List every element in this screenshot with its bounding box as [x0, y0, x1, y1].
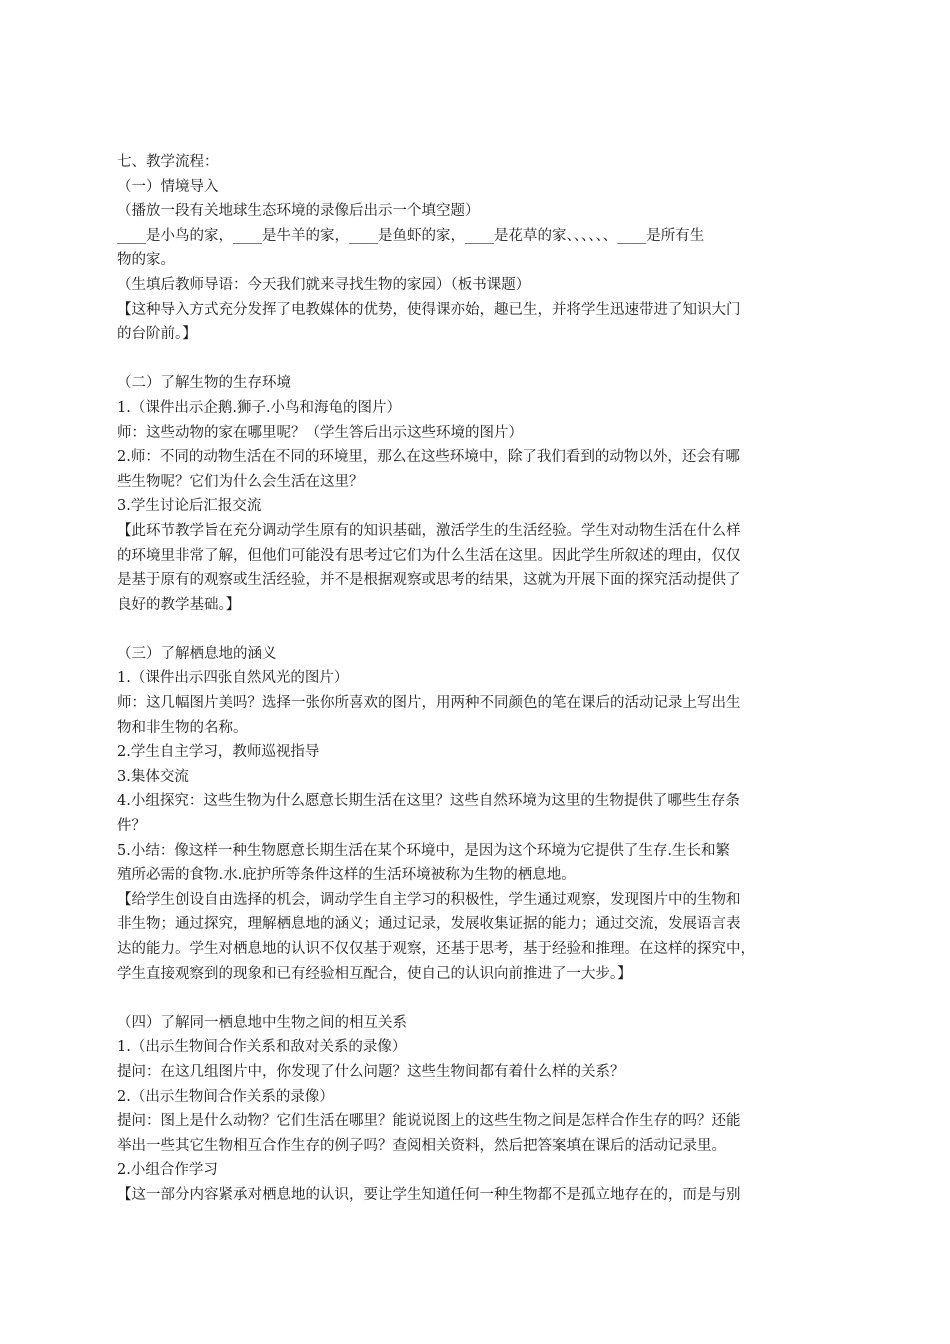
paragraph-line: 件？: [117, 818, 146, 835]
commentary-line: 非生物；通过探究，理解栖息地的涵义；通过记录，发展收集证据的能力；通过交流，发展语言表: [117, 916, 741, 933]
subsection-heading: （二）了解生物的生存环境: [117, 375, 291, 392]
section-species-relations: [117, 1011, 837, 1208]
paragraph-line: 1.（课件出示四张自然风光的图片）: [117, 670, 349, 687]
paragraph-line: 师：这几幅图片美吗？选择一张你所喜欢的图片，用两种不同颜色的笔在课后的活动记录上写出生: [117, 695, 741, 712]
commentary-line: 【此环节教学旨在充分调动学生原有的知识基础，激活学生的生活经验。学生对动物生活在什么样: [117, 522, 741, 539]
paragraph-line: 物和非生物的名称。: [117, 719, 248, 736]
spacer: [117, 986, 837, 1011]
paragraph-line: 2.学生自主学习，教师巡视指导: [117, 744, 320, 761]
paragraph-line: 提问：图上是什么动物？它们生活在哪里？能说说图上的这些生物之间是怎样合作生存的吗？还能: [117, 1113, 741, 1130]
paragraph-line: 物的家。: [117, 252, 175, 269]
paragraph-line: 3.学生讨论后汇报交流: [117, 498, 262, 515]
commentary-line: 的环境里非常了解，但他们可能没有思考过它们为什么生活在这里。因此学生所叙述的理由，仅仅: [117, 547, 741, 564]
spacer: [117, 617, 837, 642]
commentary-line: 【这一部分内容紧承对栖息地的认识，要让学生知道任何一种生物都不是孤立地存在的，而是与别: [117, 1186, 741, 1203]
paragraph-line: 2.师：不同的动物生活在不同的环境里，那么在这些环境中，除了我们看到的动物以外，还会有哪: [117, 449, 740, 466]
subsection-heading: （一）情境导入: [117, 178, 219, 195]
paragraph-line: 4.小组探究：这些生物为什么愿意长期生活在这里？这些自然环境为这里的生物提供了哪些生存条: [117, 793, 740, 810]
paragraph-line: 师：这些动物的家在哪里呢？（学生答后出示这些环境的图片）: [117, 424, 523, 441]
commentary-line: 的台阶前。】: [117, 326, 197, 343]
spacer: [117, 347, 837, 372]
commentary-line: 良好的教学基础。】: [117, 596, 241, 613]
commentary-line: 【这种导入方式充分发挥了电教媒体的优势，使得课亦始，趣已生，并将学生迅速带进了知识大门: [117, 301, 741, 318]
commentary-line: 【给学生创设自由选择的机会，调动学生自主学习的积极性，学生通过观察，发现图片中的生物和: [117, 891, 741, 908]
paragraph-line: 5.小结：像这样一种生物愿意长期生活在某个环境中，是因为这个环境为它提供了生存.生长和繁: [117, 842, 730, 859]
section-living-environment: [117, 371, 837, 617]
subsection-heading: （三）了解栖息地的涵义: [117, 645, 277, 662]
paragraph-line: 1.（课件出示企鹅.狮子.小鸟和海龟的图片）: [117, 399, 402, 416]
commentary-line: 是基于原有的观察或生活经验，并不是根据观察或思考的结果，这就为开展下面的探究活动提供了: [117, 572, 741, 589]
paragraph-line: 提问：在这几组图片中，你发现了什么问题？这些生物间都有着什么样的关系？: [117, 1063, 625, 1080]
paragraph-line: 3.集体交流: [117, 768, 189, 785]
commentary-line: 学生直接观察到的现象和已有经验相互配合，使自己的认识向前推进了一大步。】: [117, 965, 632, 982]
paragraph-line: 1.（出示生物间合作关系和敌对关系的录像）: [117, 1039, 407, 1056]
document-page: [117, 150, 837, 1208]
paragraph-line: （播放一段有关地球生态环境的录像后出示一个填空题）: [117, 203, 480, 220]
paragraph-line: 些生物呢？它们为什么会生活在这里？: [117, 473, 364, 490]
paragraph-line: 举出一些其它生物相互合作生存的例子吗？查阅相关资料，然后把答案填在课后的活动记录里。: [117, 1137, 726, 1154]
paragraph-line: 2.小组合作学习: [117, 1162, 218, 1179]
section-habitat-meaning: [117, 642, 837, 986]
subsection-heading: （四）了解同一栖息地中生物之间的相互关系: [117, 1014, 407, 1031]
paragraph-line: 殖所必需的食物.水.庇护所等条件这样的生活环境被称为生物的栖息地。: [117, 867, 576, 884]
paragraph-line: ____是小鸟的家，____是牛羊的家，____是鱼虾的家，____是花草的家、、、、、、____是所有生: [117, 227, 705, 244]
section-title: 七、教学流程：: [117, 154, 219, 170]
paragraph-line: （生填后教师导语：今天我们就来寻找生物的家园）（板书课题）: [117, 276, 531, 293]
commentary-line: 达的能力。学生对栖息地的认识不仅仅基于观察，还基于思考，基于经验和推理。在这样的探究中，: [117, 941, 755, 957]
section-teaching-flow: [117, 150, 837, 347]
paragraph-line: 2.（出示生物间合作关系的录像）: [117, 1088, 334, 1105]
